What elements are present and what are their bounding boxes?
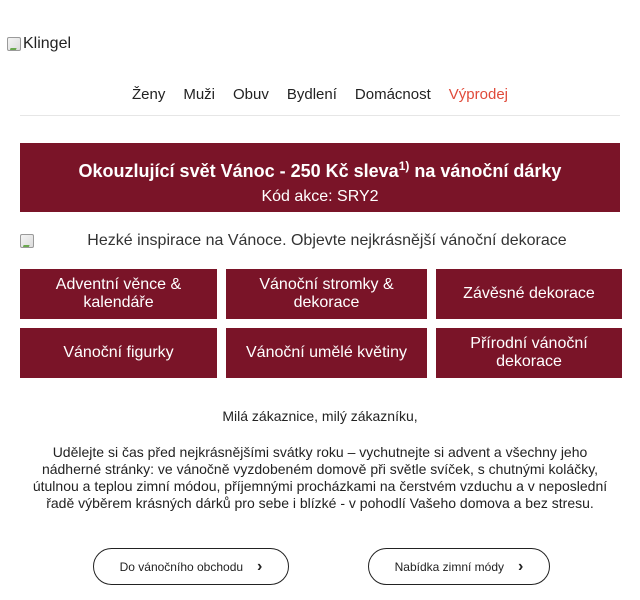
promo-title-tail: na vánoční dárky xyxy=(409,161,562,181)
christmas-shop-label: Do vánočního obchodu xyxy=(119,559,244,574)
category-advent-wreaths-button[interactable]: Adventní věnce & kalendáře xyxy=(20,269,217,319)
broken-image-icon xyxy=(20,234,34,248)
category-natural-decorations-button[interactable]: Přírodní vánoční dekorace xyxy=(436,328,622,378)
category-christmas-figures-button[interactable]: Vánoční figurky xyxy=(20,328,217,378)
intro-paragraph: Udělejte si čas před nejkrásnějšími svátky roku – vychutnejte si advent a všechny jeho nádherné stránky: ve vánočně vyzdobeném domově při světle svíček, s chutnými koláčky, útulnou a teplou zimní módou, příjemnými procházkami na čerstvém vzduchu a v neposlední řadě výběrem krásných dárků pro sebe i blízké - v pohodlí Vašeho domova a bez stresu. xyxy=(32,444,608,511)
nav-item-zeny[interactable]: Ženy xyxy=(131,86,166,103)
nav-item-obuv[interactable]: Obuv xyxy=(233,86,269,103)
greeting-text: Milá zákaznice, milý zákazníku, xyxy=(222,408,418,424)
category-hanging-decorations-button[interactable]: Závěsné dekorace xyxy=(436,269,622,319)
category-christmas-trees-button[interactable]: Vánoční stromky & dekorace xyxy=(226,269,427,319)
klingel-logo[interactable] xyxy=(7,35,71,53)
nav-item-domacnost[interactable]: Domácnost xyxy=(354,86,431,103)
promo-title-text: Okouzlující svět Vánoc - 250 Kč sleva xyxy=(78,161,399,181)
category-artificial-flowers-button[interactable]: Vánoční umělé květiny xyxy=(226,328,427,378)
promo-footnote: 1) xyxy=(398,159,410,173)
inspiration-banner[interactable] xyxy=(20,230,620,252)
christmas-shop-button[interactable] xyxy=(93,548,289,585)
promo-title xyxy=(20,155,620,182)
winter-fashion-label: Nabídka zimní módy xyxy=(394,559,505,574)
chevron-right-icon: › xyxy=(518,557,524,575)
main-navigation xyxy=(20,86,620,116)
inspiration-alt-text: Hezké inspirace na Vánoce. Objevte nejkrásnější vánoční dekorace xyxy=(87,232,567,249)
nav-item-vyprodej[interactable]: Výprodej xyxy=(448,86,508,103)
broken-image-icon xyxy=(7,37,21,51)
promo-banner[interactable] xyxy=(20,143,620,212)
category-grid xyxy=(20,269,620,378)
winter-fashion-button[interactable] xyxy=(368,548,550,585)
nav-item-muzi[interactable]: Muži xyxy=(183,86,216,103)
logo-alt-text: Klingel xyxy=(23,35,72,52)
chevron-right-icon: › xyxy=(257,557,263,575)
nav-item-bydleni[interactable]: Bydlení xyxy=(286,86,337,103)
promo-code: Kód akce: SRY2 xyxy=(261,188,379,205)
